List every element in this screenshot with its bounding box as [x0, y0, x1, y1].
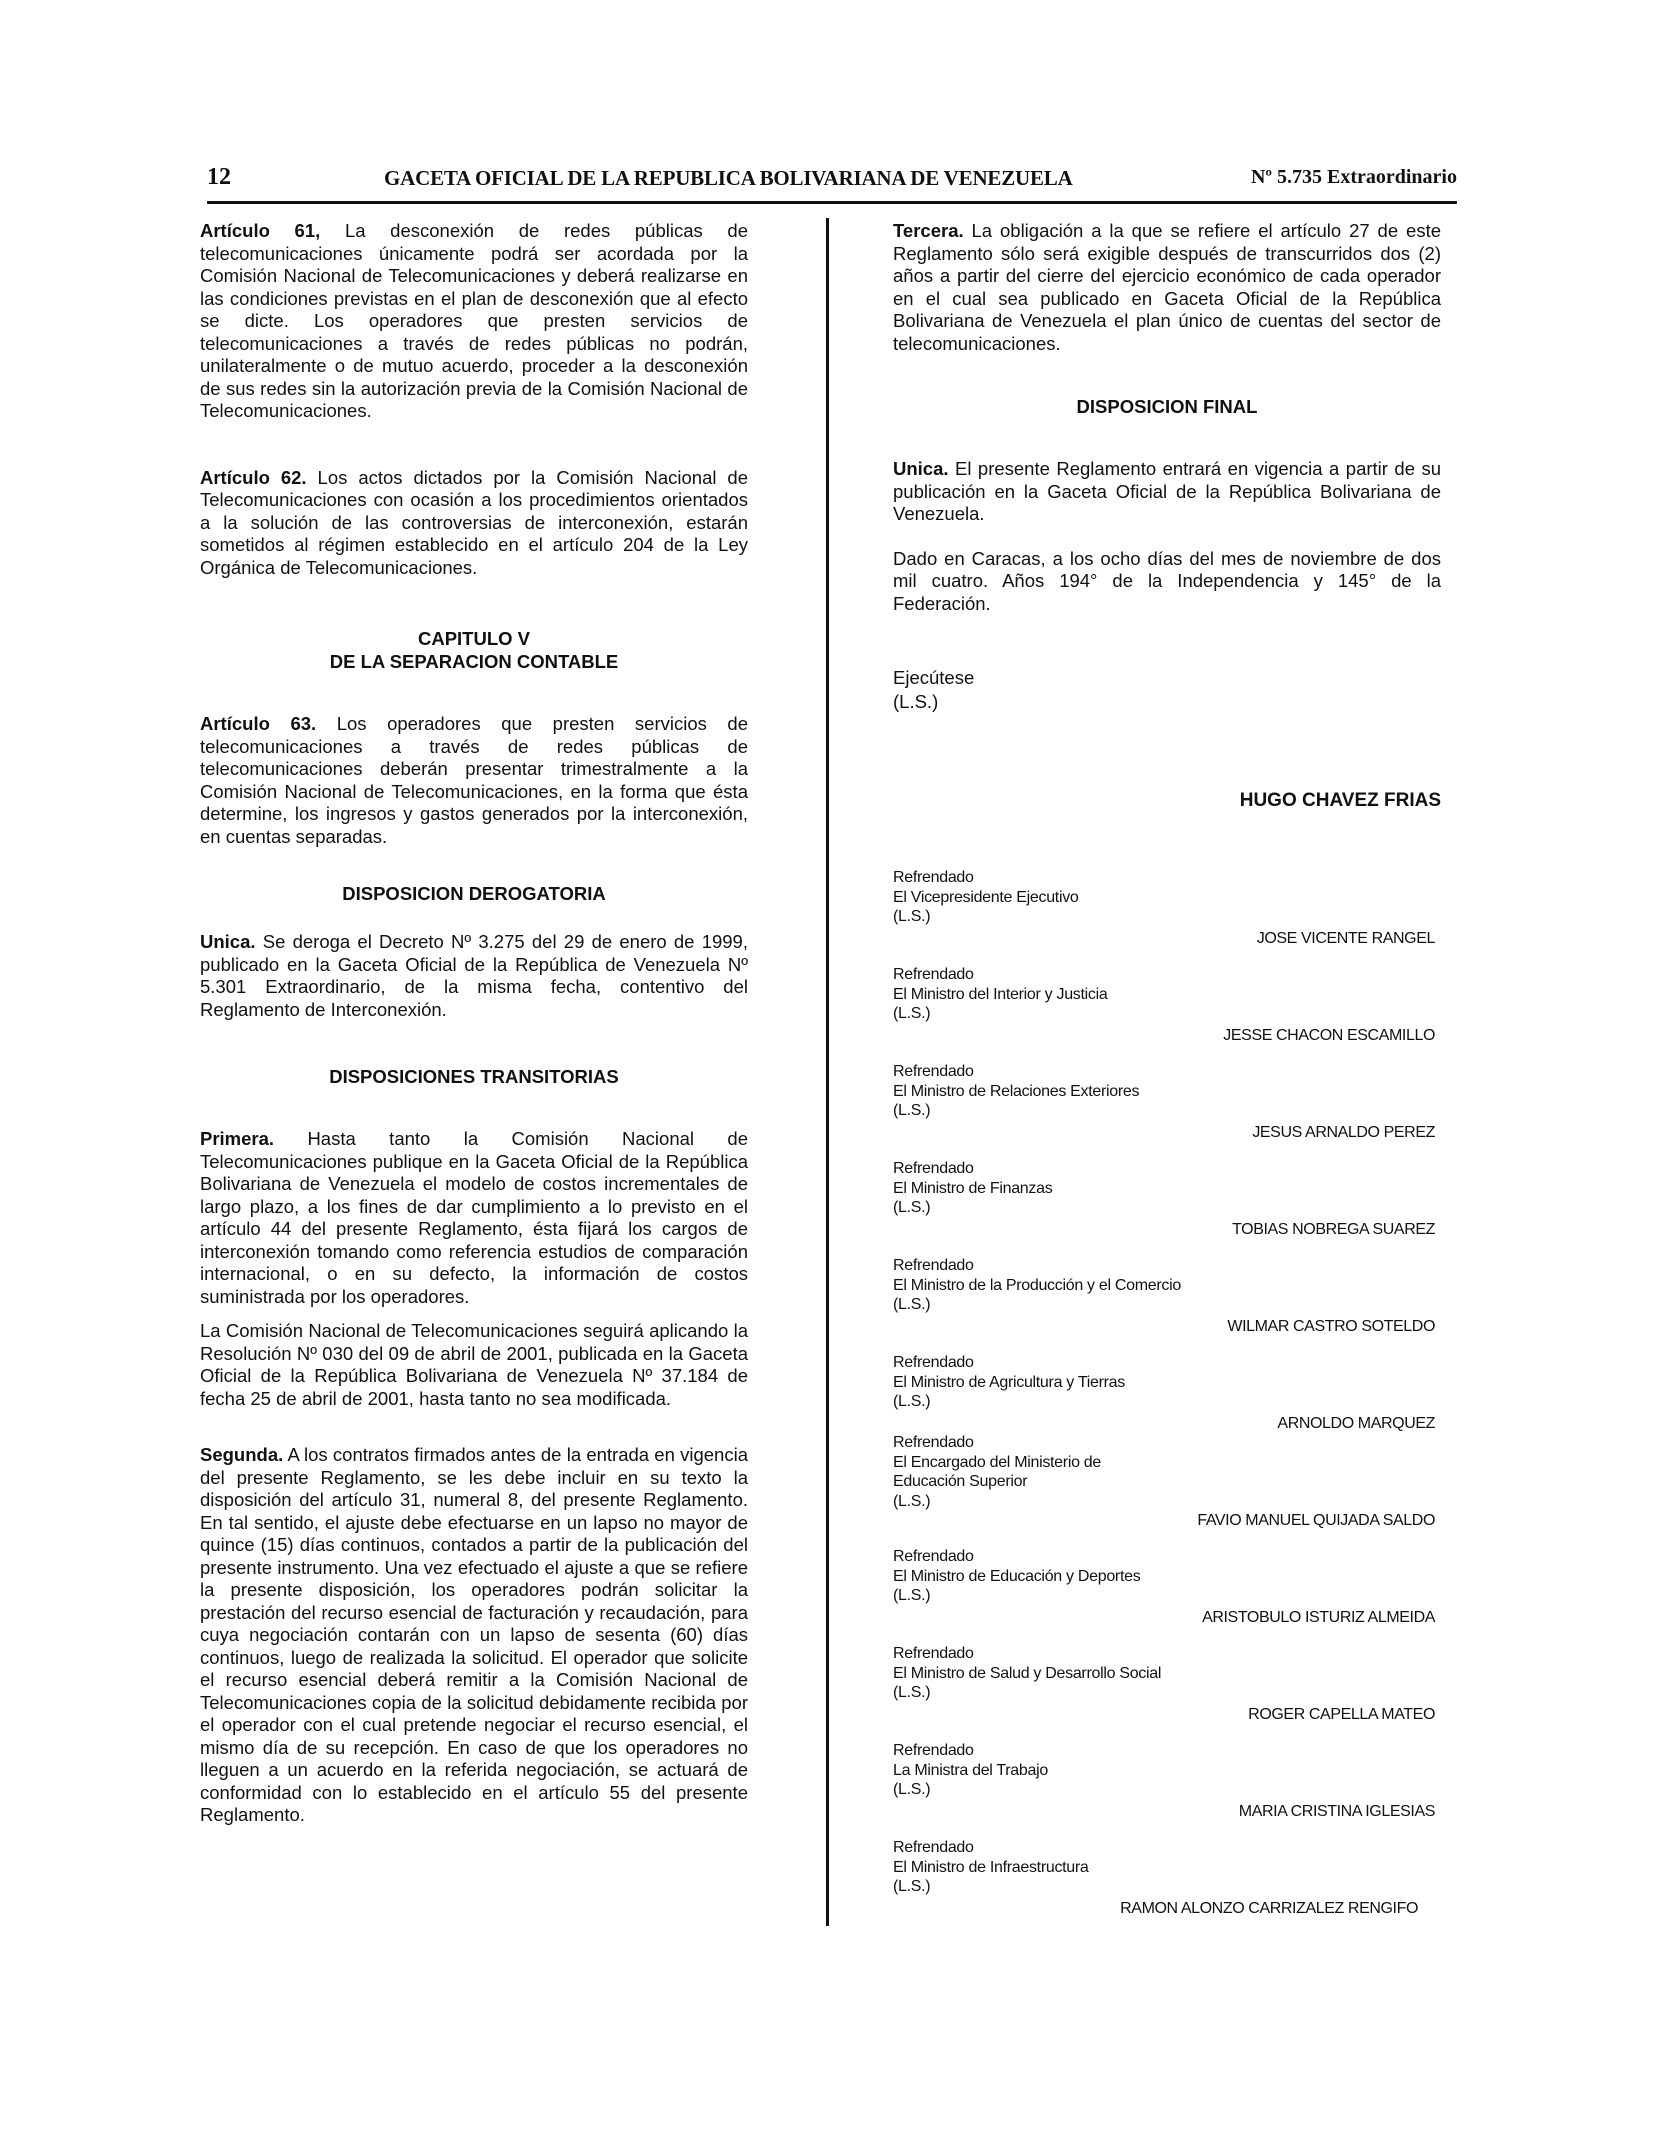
ls-seal-label: (L.S.)	[893, 1878, 931, 1895]
president-signature-name: HUGO CHAVEZ FRIAS	[1239, 790, 1441, 811]
article-label: Segunda.	[200, 1444, 284, 1465]
ls-seal-label: (L.S.)	[893, 691, 939, 712]
refrendado-label: Refrendado	[893, 966, 974, 983]
signatory-name: MARIA CRISTINA IGLESIAS	[1238, 1803, 1435, 1820]
refrendado-label: Refrendado	[893, 1160, 974, 1177]
final-unica	[893, 458, 1441, 526]
refrendado-label: Refrendado	[893, 1257, 974, 1274]
signatory-role: El Ministro de Relaciones Exteriores	[893, 1082, 1140, 1100]
refrendado-label: Refrendado	[893, 1548, 974, 1565]
article-label: Artículo 63.	[200, 713, 317, 734]
refrendado-label: Refrendado	[893, 1839, 974, 1856]
transitory-heading: DISPOSICIONES TRANSITORIAS	[329, 1066, 619, 1087]
article-text: Hasta tanto la Comisión Nacional de Telecomunicaciones publique en la Gaceta Oficial de la República Bolivariana de Venezuela el modelo de costos incrementales de largo plazo, a los fines de dar cumplimiento a lo previsto en el artículo 44 del presente Reglamento, ésta fijará los cargos de interconexión tomando como referencia estudios de comparación internacional, o en su defecto, la información de costos suministrada por los operadores.	[200, 1128, 748, 1307]
signatory-role: El Ministro de Finanzas	[893, 1179, 1053, 1197]
article-63	[200, 713, 748, 848]
ls-seal-label: (L.S.)	[893, 1199, 931, 1216]
ls-seal-label: (L.S.)	[893, 908, 931, 925]
signatory-role: El Ministro de la Producción y el Comercio	[893, 1276, 1181, 1294]
article-61	[200, 220, 748, 423]
column-divider	[826, 218, 829, 1926]
left-column	[200, 220, 748, 1849]
signature-block	[893, 868, 1441, 927]
ls-seal-label: (L.S.)	[893, 1296, 931, 1313]
ls-seal-label: (L.S.)	[893, 1781, 931, 1798]
article-text: El presente Reglamento entrará en vigencia a partir de su publicación en la Gaceta Oficial de la República Bolivariana de Venezuela.	[893, 458, 1441, 524]
article-label: Unica.	[200, 931, 256, 952]
signatory-role: El Ministro del Interior y Justicia	[893, 985, 1108, 1003]
article-text: Los operadores que presten servicios de telecomunicaciones a través de redes públicas de telecomunicaciones deberán presentar trimestralmente a la Comisión Nacional de Telecomunicaciones, en la forma que ésta determine, los ingresos y gastos generados por la interconexión, en cuentas separadas.	[200, 713, 749, 847]
refrendado-label: Refrendado	[893, 1063, 974, 1080]
refrendado-label: Refrendado	[893, 1742, 974, 1759]
transitory-primera	[200, 1128, 748, 1308]
header-rule	[207, 201, 1457, 204]
signatory-role: El Ministro de Infraestructura	[893, 1858, 1089, 1876]
signatory-role: El Encargado del Ministerio de Educación Superior	[893, 1453, 1102, 1490]
signatory-name: JESUS ARNALDO PEREZ	[1252, 1124, 1435, 1141]
signature-block	[893, 1644, 1441, 1703]
chapter-title: DE LA SEPARACION CONTABLE	[329, 651, 619, 672]
refrendado-label: Refrendado	[893, 1645, 974, 1662]
signature-block	[893, 1159, 1441, 1218]
article-text: Los actos dictados por la Comisión Nacional de Telecomunicaciones con ocasión a los procedimientos orientados a la solución de las controversias de interconexión, estarán sometidos al régimen establecido en el artículo 204 de la Ley Orgánica de Telecomunicaciones.	[200, 466, 748, 578]
signatory-name: RAMON ALONZO CARRIZALEZ RENGIFO	[1120, 1900, 1418, 1917]
article-62	[200, 467, 748, 580]
ls-seal-label: (L.S.)	[893, 1102, 931, 1119]
signatory-role: El Ministro de Salud y Desarrollo Social	[893, 1664, 1162, 1682]
transitory-segunda	[200, 1444, 748, 1827]
signature-block	[893, 1062, 1441, 1121]
signature-block	[893, 1838, 1441, 1897]
signatory-name: ARISTOBULO ISTURIZ ALMEIDA	[1202, 1609, 1435, 1626]
signature-block	[893, 1353, 1441, 1412]
ls-seal-label: (L.S.)	[893, 1005, 931, 1022]
transitory-primera-paragraph-2: La Comisión Nacional de Telecomunicaciones seguirá aplicando la Resolución Nº 030 del 09 de abril de 2001, publicada en la Gaceta Oficial de la República Bolivariana de Venezuela Nº 37.184 de fecha 25 de abril de 2001, hasta tanto no sea modificada.	[200, 1320, 748, 1409]
dado-en-caracas: Dado en Caracas, a los ocho días del mes de noviembre de dos mil cuatro. Años 194° de la Independencia y 145° de la Federación.	[893, 547, 1441, 614]
article-label: Artículo 61,	[200, 220, 321, 241]
signature-block	[893, 1433, 1123, 1511]
signatory-role: El Vicepresidente Ejecutivo	[893, 888, 1079, 906]
signatory-name: ARNOLDO MARQUEZ	[1277, 1415, 1435, 1432]
page-number: 12	[207, 164, 231, 190]
signatory-role: El Ministro de Agricultura y Tierras	[893, 1373, 1125, 1391]
signature-block	[893, 965, 1441, 1024]
article-text: Se deroga el Decreto Nº 3.275 del 29 de enero de 1999, publicado en la Gaceta Oficial de la República de Venezuela Nº 5.301 Extraordinario, de la misma fecha, contentivo del Reglamento de Interconexión.	[200, 931, 748, 1020]
derogatory-unica	[200, 931, 748, 1021]
ls-seal-label: (L.S.)	[893, 1587, 931, 1604]
signature-block	[893, 1547, 1441, 1606]
article-label: Primera.	[200, 1128, 275, 1149]
article-label: Artículo 62.	[200, 466, 307, 488]
signatory-name: JOSE VICENTE RANGEL	[1256, 930, 1435, 947]
refrendado-label: Refrendado	[893, 869, 974, 886]
signatory-role: La Ministra del Trabajo	[893, 1761, 1048, 1779]
ejecutese-label: Ejecútese	[893, 667, 975, 688]
ejecutese-block	[893, 666, 974, 714]
chapter-number: CAPITULO V	[417, 628, 531, 649]
article-label: Tercera.	[893, 220, 964, 241]
refrendado-label: Refrendado	[893, 1434, 974, 1451]
article-text: A los contratos firmados antes de la entrada en vigencia del presente Reglamento, se les debe incluir en su texto la disposición del artículo 31, numeral 8, del presente Reglamento. En tal sentido, el ajuste debe efectuarse en un lapso no mayor de quince (15) días continuos, contados a partir de la publicación del presente instrumento. Una vez efectuado el ajuste a que se refiere la presente disposición, los operadores podrán solicitar la prestación del recurso esencial de facturación y recaudación, para cuya negociación contarán con un lapso de sesenta (60) días continuos, luego de realizada la solicitud. El operador que solicite el recurso esencial deberá remitir a la Comisión Nacional de Telecomunicaciones copia de la solicitud debidamente recibida por el operador con el cual pretende negociar el recurso esencial, el mismo día de su recepción. En caso de que los operadores no lleguen a un acuerdo en la referida negociación, se actuará de conformidad con lo establecido en el artículo 55 del presente Reglamento.	[200, 1444, 748, 1825]
signatory-name: FAVIO MANUEL QUIJADA SALDO	[1197, 1512, 1435, 1529]
signatory-name: ROGER CAPELLA MATEO	[1248, 1706, 1435, 1723]
issue-number: Nº 5.735 Extraordinario	[1250, 166, 1457, 188]
gazette-title: GACETA OFICIAL DE LA REPUBLICA BOLIVARIANA DE VENEZUELA	[384, 166, 1073, 190]
signatory-name: TOBIAS NOBREGA SUAREZ	[1232, 1221, 1435, 1238]
transitory-tercera	[893, 220, 1441, 355]
derogatory-heading: DISPOSICION DEROGATORIA	[342, 883, 606, 904]
signatory-name: JESSE CHACON ESCAMILLO	[1223, 1027, 1435, 1044]
signatory-name: WILMAR CASTRO SOTELDO	[1227, 1318, 1435, 1335]
refrendado-label: Refrendado	[893, 1354, 974, 1371]
article-text: La desconexión de redes públicas de telecomunicaciones únicamente podrá ser acordada por la Comisión Nacional de Telecomunicaciones y deberá realizarse en las condiciones previstas en el plan de desconexión que al efecto se dicte. Los operadores que presten servicios de telecomunicaciones a través de redes públicas no podrán, unilateralmente o de mutuo acuerdo, proceder a la desconexión de sus redes sin la autorización previa de la Comisión Nacional de Telecomunicaciones.	[200, 220, 749, 421]
ls-seal-label: (L.S.)	[893, 1684, 931, 1701]
chapter-heading	[200, 627, 748, 673]
ls-seal-label: (L.S.)	[893, 1393, 931, 1410]
right-column	[893, 220, 1441, 637]
page-header	[207, 160, 1457, 200]
signatory-role: El Ministro de Educación y Deportes	[893, 1567, 1141, 1585]
final-heading: DISPOSICION FINAL	[1076, 396, 1258, 417]
ls-seal-label: (L.S.)	[893, 1492, 931, 1510]
signature-block	[893, 1741, 1441, 1800]
article-text: La obligación a la que se refiere el artículo 27 de este Reglamento sólo será exigible después de transcurridos dos (2) años a partir del cierre del ejercicio económico de cada operador en el cual sea publicado en Gaceta Oficial de la República Bolivariana de Venezuela el plan único de cuentas del sector de telecomunicaciones.	[893, 220, 1441, 354]
article-label: Unica.	[893, 458, 949, 479]
signature-block	[893, 1256, 1441, 1315]
